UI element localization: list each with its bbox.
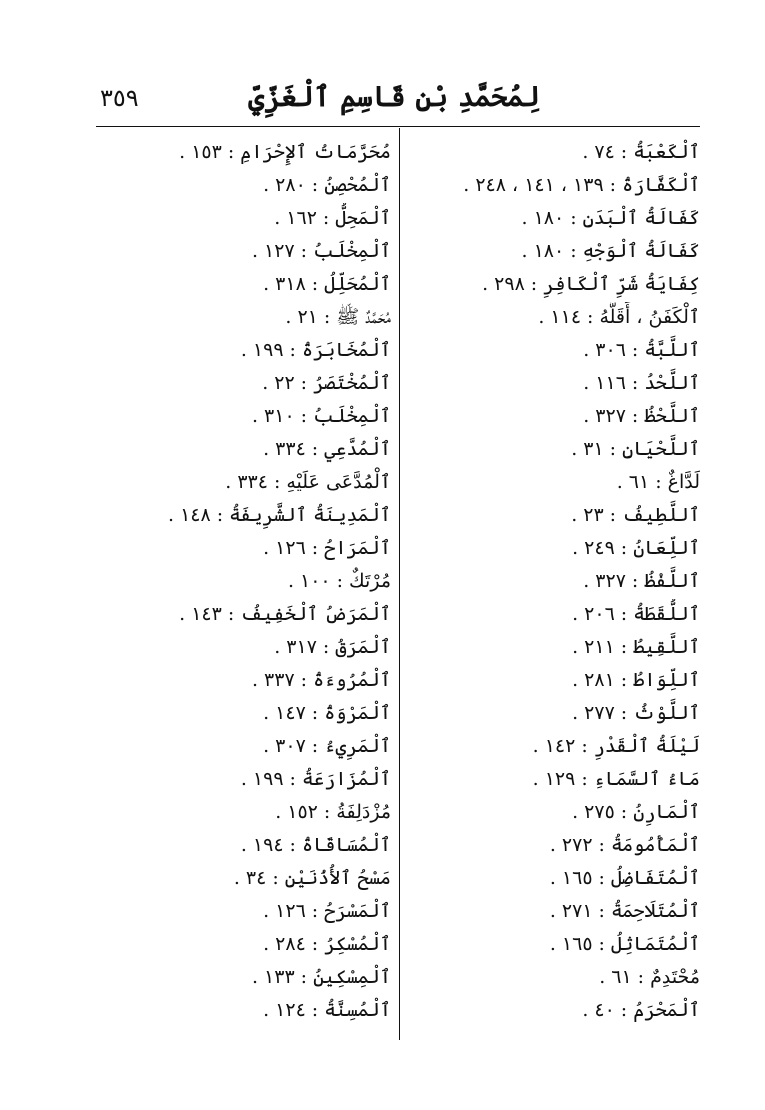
index-entry [410, 599, 700, 632]
entry-terminator: . [572, 603, 579, 625]
index-term: ٱلْمَارِنُ [633, 801, 700, 823]
index-term: ٱلْمُتَمَاثِلُ [610, 933, 700, 955]
entry-terminator: . [582, 999, 589, 1021]
entry-terminator: . [233, 867, 240, 889]
index-page-refs: ٢٤٩ [584, 537, 615, 559]
separator-colon: : [227, 141, 235, 163]
index-page-refs: ٢٨١ [584, 669, 615, 691]
index-term: مَسْحُ ٱلأُذُنَيْنِ [284, 867, 391, 889]
index-term: ٱللَّفْظُ [644, 570, 700, 592]
separator-colon: : [311, 537, 319, 559]
index-page-refs: ١٢٧ [264, 240, 295, 262]
header-rule [96, 126, 700, 127]
index-entry [96, 731, 391, 764]
index-page-refs: ٢٠٦ [584, 603, 615, 625]
separator-colon: : [631, 339, 639, 361]
separator-colon: : [620, 669, 628, 691]
index-term: ٱللَّحْيَانِ [622, 438, 700, 460]
index-entry [96, 434, 391, 467]
index-term: لَدَّاغٌ [667, 471, 700, 493]
separator-colon: : [227, 603, 235, 625]
entry-terminator: . [572, 801, 579, 823]
entry-terminator: . [263, 735, 270, 757]
index-entry [96, 170, 391, 203]
index-page-refs: ١٤٢ [544, 735, 576, 757]
separator-colon: : [311, 999, 319, 1021]
index-page-refs: ١٩٩ [252, 768, 284, 790]
index-entry [410, 995, 700, 1028]
separator-colon: : [322, 636, 330, 658]
separator-colon: : [581, 768, 588, 790]
index-term: ٱللَّطِيفُ [622, 504, 700, 526]
separator-colon: : [620, 636, 628, 658]
index-term: ٱلْمَرَضُ ٱلْخَفِيفُ [240, 603, 391, 625]
separator-colon: : [273, 471, 281, 493]
index-term: ٱلْمُرُوءَةُ [313, 669, 391, 691]
separator-colon: : [289, 768, 296, 790]
separator-colon: : [655, 471, 662, 493]
index-entry [96, 599, 391, 632]
separator-colon: : [598, 834, 605, 856]
index-entry [96, 995, 391, 1028]
index-entry [410, 500, 700, 533]
index-page-refs: ١٩٤ [252, 834, 284, 856]
index-page-refs: ١٣٣ [264, 966, 295, 988]
index-entry [410, 533, 700, 566]
index-page-refs: ١٥٣ [191, 141, 222, 163]
index-entry [410, 698, 700, 731]
index-term: ٱللَّقِيطُ [633, 636, 700, 658]
entry-terminator: . [285, 306, 292, 328]
index-entry [96, 698, 391, 731]
entry-terminator: . [263, 999, 270, 1021]
entry-terminator: . [571, 504, 578, 526]
index-page-refs: ٢٧٢ [561, 834, 593, 856]
index-term: ٱلْمِسْكِينُ [313, 966, 391, 988]
index-entry [96, 236, 391, 269]
separator-colon: : [530, 273, 538, 295]
index-page-refs: ٣١٠ [264, 405, 295, 427]
index-entry [96, 929, 391, 962]
entry-terminator: . [263, 273, 270, 295]
index-entry [410, 962, 700, 995]
entry-terminator: . [521, 207, 528, 229]
index-entry [96, 467, 391, 500]
index-entry [96, 335, 391, 368]
entry-terminator: . [571, 438, 578, 460]
entry-terminator: . [583, 405, 590, 427]
entry-terminator: . [538, 306, 545, 328]
separator-colon: : [289, 834, 296, 856]
index-page-refs: ٧٤ [594, 141, 615, 163]
index-term: كَفَالَةُ ٱلْوَجْهِ [582, 240, 700, 262]
separator-colon: : [631, 405, 639, 427]
index-term: ٱلْمُخْتَصَرُ [313, 372, 391, 394]
separator-colon: : [311, 933, 319, 955]
index-term: ٱلْمُحَلِّلُ [324, 273, 391, 295]
index-term: ٱللَّحْظُ [644, 405, 700, 427]
index-term: ٱلْمَأْمُومَةُ [610, 834, 700, 856]
index-page-refs: ٤٠ [594, 999, 615, 1021]
index-entry [96, 632, 391, 665]
separator-colon: : [311, 438, 319, 460]
separator-colon: : [570, 240, 577, 262]
index-page-refs: ٣٠٦ [595, 339, 626, 361]
index-entry [96, 896, 391, 929]
index-page-refs: ١٤٨ [180, 504, 211, 526]
index-page-refs: ٣٢٧ [595, 570, 626, 592]
separator-colon: : [598, 900, 605, 922]
entry-terminator: . [263, 933, 270, 955]
index-term: ٱلْمُتَفَاضِلُ [610, 867, 700, 889]
index-entry [96, 137, 391, 170]
index-entry [410, 566, 700, 599]
entry-terminator: . [179, 141, 186, 163]
index-page-refs: ٦١ [628, 471, 650, 493]
index-page-refs: ٦١ [611, 966, 632, 988]
entry-terminator: . [572, 537, 579, 559]
index-term: ٱلْمِخْلَبُ [313, 405, 391, 427]
entry-terminator: . [274, 636, 281, 658]
index-entry [96, 863, 391, 896]
index-entry [96, 566, 391, 599]
index-page-refs: ١١٦ [595, 372, 626, 394]
index-entry [410, 863, 700, 896]
separator-colon: : [323, 801, 331, 823]
index-term: مَاءُ ٱلسَّمَاءِ [593, 768, 700, 790]
index-entry [96, 962, 391, 995]
index-page-refs: ١٤٧ [275, 702, 306, 724]
entry-terminator: . [263, 537, 270, 559]
index-entry [96, 830, 391, 863]
index-page-refs: ١٦٥ [561, 867, 593, 889]
index-page-refs: ١٨٠ [533, 240, 565, 262]
index-term: ٱلْكَعْبَةُ [633, 141, 700, 163]
index-page-refs: ٢١ [297, 306, 318, 328]
separator-colon: : [300, 669, 308, 691]
index-entry [410, 896, 700, 929]
index-term: ٱلْمَرَاحُ [324, 537, 391, 559]
index-term: ٱللِّوَاطُ [633, 669, 700, 691]
index-page-refs: ٣٣٧ [264, 669, 295, 691]
entry-terminator: . [251, 405, 259, 427]
index-entry [96, 665, 391, 698]
index-entry [96, 269, 391, 302]
index-term: مُحَرَّمَاتُ ٱلإِحْرَامِ [240, 141, 391, 163]
column-divider [399, 128, 400, 1040]
index-term: لَيْلَةُ ٱلْقَدْرِ [593, 735, 700, 757]
index-page-refs: ٣٣٤ [237, 471, 268, 493]
index-entry [410, 335, 700, 368]
index-page-refs: ٢٢ [274, 372, 295, 394]
separator-colon: : [598, 867, 605, 889]
index-entry [96, 401, 391, 434]
index-page-refs: ١٣٩ ، ١٤١ ، ٢٤٨ [475, 174, 604, 196]
index-entry [96, 302, 391, 335]
index-term: ٱللَّحْدُ [644, 372, 700, 394]
index-entry [410, 269, 700, 302]
separator-colon: : [620, 702, 628, 724]
index-term: ٱلْمَحْرَمُ [633, 999, 700, 1021]
entry-terminator: . [263, 174, 270, 196]
entry-terminator: . [287, 570, 294, 592]
index-page-refs: ١٨٠ [533, 207, 565, 229]
index-term: مُحْتَدِمٌ [650, 966, 700, 988]
index-entry [410, 665, 700, 698]
separator-colon: : [300, 240, 308, 262]
entry-terminator: . [583, 570, 590, 592]
entry-terminator: . [572, 702, 579, 724]
index-term: ٱلْكَفَّارَةُ [622, 174, 700, 196]
index-term: ٱللِّعَانُ [633, 537, 700, 559]
index-page-refs: ١٦٢ [286, 207, 317, 229]
index-page-refs: ١٤٣ [191, 603, 222, 625]
entry-terminator: . [521, 240, 528, 262]
index-term: كِفَايَةُ شَرِّ ٱلْكَافِرِ [543, 273, 700, 295]
index-term: مُحَمَّدٌ ﷺ [336, 306, 391, 328]
entry-terminator: . [262, 372, 269, 394]
entry-terminator: . [616, 471, 623, 493]
index-entry [410, 830, 700, 863]
running-title: لِمُحَمَّدِ بْنِ قَاسِمِ ٱلْغَزِّيِّ [248, 80, 540, 113]
index-column-left [96, 137, 391, 1028]
separator-colon: : [631, 372, 639, 394]
separator-colon: : [289, 339, 296, 361]
entry-terminator: . [251, 966, 259, 988]
separator-colon: : [323, 306, 331, 328]
separator-colon: : [620, 603, 628, 625]
separator-colon: : [300, 372, 308, 394]
separator-colon: : [637, 966, 645, 988]
entry-terminator: . [572, 636, 579, 658]
entry-terminator: . [583, 372, 590, 394]
index-term: ٱلْمُسَاقَاةُ [301, 834, 391, 856]
separator-colon: : [311, 900, 319, 922]
index-term: مُرْتَكٌ [349, 570, 391, 592]
separator-colon: : [311, 174, 319, 196]
separator-colon: : [631, 570, 639, 592]
index-page-refs: ٣١٧ [286, 636, 317, 658]
index-page-refs: ١٦٥ [561, 933, 593, 955]
index-term: ٱلْمَحِلُّ [335, 207, 391, 229]
index-page-refs: ٣٤ [245, 867, 267, 889]
entry-terminator: . [549, 933, 556, 955]
entry-terminator: . [549, 900, 556, 922]
index-page-refs: ١٥٢ [287, 801, 318, 823]
index-term: ٱلْمُزَارَعَةُ [301, 768, 391, 790]
entry-terminator: . [572, 669, 579, 691]
index-page-refs: ٢٧٥ [584, 801, 615, 823]
separator-colon: : [581, 735, 588, 757]
index-page-refs: ٣٣٤ [275, 438, 306, 460]
entry-terminator: . [168, 504, 175, 526]
index-entry [410, 434, 700, 467]
index-page-refs: ١١٤ [550, 306, 582, 328]
index-entry [410, 368, 700, 401]
index-term: ٱلْمَرِيءُ [324, 735, 391, 757]
index-page-refs: ١٩٩ [252, 339, 284, 361]
index-page-refs: ١٠٠ [300, 570, 331, 592]
index-entry [96, 797, 391, 830]
entry-terminator: . [274, 207, 281, 229]
index-entry [410, 401, 700, 434]
entry-terminator: . [532, 768, 539, 790]
separator-colon: : [620, 999, 628, 1021]
entry-terminator: . [482, 273, 489, 295]
index-entry [410, 467, 700, 500]
index-term: ٱللَّبَّةُ [644, 339, 700, 361]
index-entry [410, 170, 700, 203]
index-entry [410, 236, 700, 269]
index-entry [410, 137, 700, 170]
index-term: ٱلْمِخْلَبُ [313, 240, 391, 262]
index-term: ٱلْمَرَقُ [335, 636, 391, 658]
separator-colon: : [300, 405, 308, 427]
index-term: كَفَالَةُ ٱلْبَدَنِ [582, 207, 700, 229]
index-term: ٱلْمَرْوَةُ [324, 702, 391, 724]
separator-colon: : [598, 933, 605, 955]
index-page-refs: ١٢٤ [275, 999, 306, 1021]
index-page-refs: ٢٣ [583, 504, 604, 526]
entry-terminator: . [263, 702, 270, 724]
index-term: ٱلْمَدِينَةُ ٱلشَّرِيفَةُ [229, 504, 391, 526]
index-term: ٱلْمُحْصِنُ [324, 174, 391, 196]
index-page-refs: ٢٧١ [561, 900, 593, 922]
separator-colon: : [336, 570, 344, 592]
separator-colon: : [609, 174, 617, 196]
index-term: ٱلْمُسِنَّةُ [324, 999, 391, 1021]
index-page-refs: ٢١١ [584, 636, 615, 658]
entry-terminator: . [583, 339, 590, 361]
index-term: ٱلْمُخَابَرَةُ [301, 339, 391, 361]
index-entry [96, 368, 391, 401]
index-page-refs: ١٢٦ [275, 537, 306, 559]
index-page-refs: ٣١ [583, 438, 604, 460]
index-entry [96, 533, 391, 566]
entry-terminator: . [179, 603, 186, 625]
index-entry [410, 797, 700, 830]
separator-colon: : [609, 438, 617, 460]
index-entry [96, 764, 391, 797]
index-entry [96, 203, 391, 236]
index-term: مُزْدَلِفَةُ [336, 801, 391, 823]
separator-colon: : [300, 966, 308, 988]
index-entry [410, 632, 700, 665]
entry-terminator: . [549, 834, 556, 856]
index-page-refs: ٢٩٨ [494, 273, 525, 295]
index-term: ٱلْمُسْكِرُ [324, 933, 391, 955]
page-number: ٣٥٩ [100, 84, 139, 112]
entry-terminator: . [463, 174, 470, 196]
page-header [0, 72, 765, 122]
index-page-refs: ٢٨٤ [275, 933, 306, 955]
separator-colon: : [311, 735, 319, 757]
entry-terminator: . [263, 900, 270, 922]
entry-terminator: . [549, 867, 556, 889]
separator-colon: : [570, 207, 577, 229]
separator-colon: : [272, 867, 279, 889]
separator-colon: : [311, 702, 319, 724]
index-entry [410, 731, 700, 764]
entry-terminator: . [240, 834, 247, 856]
index-page-refs: ٣٠٧ [275, 735, 306, 757]
index-term: ٱلْمُتَلَاحِمَةُ [610, 900, 700, 922]
index-term: ٱللُّقَطَةُ [633, 603, 700, 625]
separator-colon: : [311, 273, 319, 295]
index-page-refs: ٣٢٧ [595, 405, 626, 427]
entry-terminator: . [263, 438, 270, 460]
entry-terminator: . [275, 801, 282, 823]
index-page-refs: ١٢٩ [544, 768, 576, 790]
index-page-refs: ٢٧٧ [584, 702, 615, 724]
separator-colon: : [620, 801, 628, 823]
separator-colon: : [620, 141, 628, 163]
index-entry [96, 500, 391, 533]
index-term: ٱلْمَسْرَحُ [324, 900, 391, 922]
entry-terminator: . [532, 735, 539, 757]
index-page-refs: ٢٨٠ [275, 174, 306, 196]
entry-terminator: . [240, 768, 247, 790]
index-term: ٱلْكَفَنُ ، أَقَلُّهُ [599, 306, 700, 328]
separator-colon: : [609, 504, 617, 526]
separator-colon: : [587, 306, 594, 328]
index-page-refs: ٣١٨ [275, 273, 306, 295]
index-page-refs: ١٢٦ [275, 900, 306, 922]
entry-terminator: . [582, 141, 589, 163]
entry-terminator: . [240, 339, 247, 361]
entry-terminator: . [225, 471, 232, 493]
separator-colon: : [620, 537, 628, 559]
index-entry [410, 302, 700, 335]
index-term: ٱللَّوْثُ [633, 702, 700, 724]
index-entry [410, 203, 700, 236]
entry-terminator: . [251, 240, 259, 262]
index-term: ٱلْمُدَّعَى عَلَيْهِ [286, 471, 391, 493]
separator-colon: : [322, 207, 330, 229]
index-term: ٱلْمُدَّعِي [324, 438, 391, 460]
entry-terminator: . [251, 669, 259, 691]
index-entry [410, 764, 700, 797]
separator-colon: : [216, 504, 224, 526]
entry-terminator: . [599, 966, 606, 988]
index-entry [410, 929, 700, 962]
index-column-right [410, 137, 700, 1028]
